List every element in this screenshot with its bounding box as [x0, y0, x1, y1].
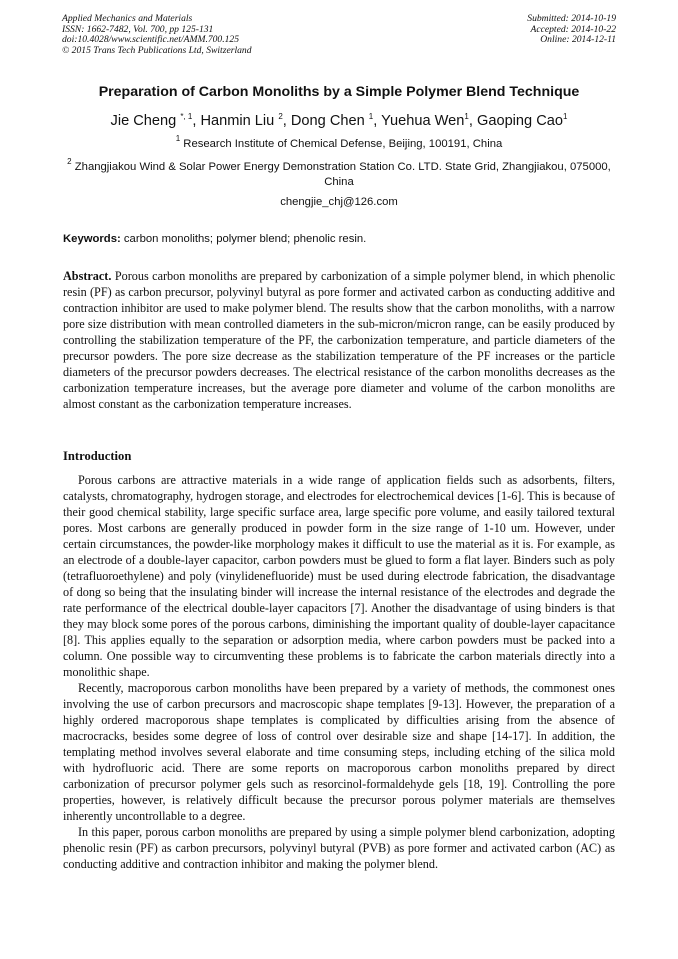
keywords — [63, 233, 615, 245]
intro-paragraph: In this paper, porous carbon monoliths are prepared by using a simple polymer blend carbonization, adopting phenolic resin (PF) as carbon precursors, polyvinyl butyral (PVB) as pore former and activated carbon (AC) as conducting additive and contraction inhibitor and making the polymer blend. — [63, 825, 615, 871]
submitted-date: Submitted: 2014-10-19 — [527, 13, 616, 24]
online-date: Online: 2014-12-11 — [540, 34, 616, 46]
journal-info — [62, 14, 252, 56]
author-affil-mark: 1 — [464, 112, 469, 121]
author-name: Hanmin Liu — [200, 113, 275, 129]
author-name: Yuehua Wen — [381, 113, 465, 129]
abstract-text: Porous carbon monoliths are prepared by carbonization of a simple polymer blend, in which phenolic resin (PF) as carbon precursor, polyvinyl butyral as pore former and activated carbon as conducting additive and contraction inhibitor are used to make polymer blend. The results show that the carbon monoliths, with a narrow pore size distribution with mean controlled diameters in the sub-micron/micron range, can be easily produced by controlling the stabilization temperature of the PF, the carbonization temperature, and particle diameters of the precursor powders. The pore size decrease as the stabilization temperature of the PF increases or the particle diameters of the precursor powders decreases. The electrical resistance of the carbon monoliths decreases as the carbonization temperature increases, but the average pore diameter and volume of the carbon monoliths are almost constant as the carbonization temperature increases. — [63, 269, 615, 411]
author-name: Dong Chen — [290, 113, 365, 129]
author-affil-mark: 1 — [563, 112, 568, 121]
affiliation-text: Zhangjiakou Wind & Solar Power Energy Demonstration Station Co. LTD. State Grid, Zhangjiakou, 075000, China — [74, 161, 611, 188]
author-name: Jie Cheng — [110, 113, 177, 129]
paper-title: Preparation of Carbon Monoliths by a Simple Polymer Blend Technique — [98, 84, 580, 100]
author-affil-mark: *, 1 — [180, 112, 193, 121]
journal-issn: ISSN: 1662-7482, Vol. 700, pp 125-131 — [62, 23, 214, 35]
author-affil-mark: 1 — [368, 112, 374, 121]
keywords-text: carbon monoliths; polymer blend; phenolic resin. — [123, 233, 367, 245]
publication-dates — [527, 14, 616, 46]
abstract — [63, 268, 615, 412]
introduction-body — [63, 472, 615, 872]
affiliation-mark: 2 — [67, 157, 72, 166]
author-affil-mark: 2 — [278, 112, 283, 121]
journal-copyright: © 2015 Trans Tech Publications Ltd, Switzerland — [62, 44, 252, 56]
intro-paragraph: Recently, macroporous carbon monoliths have been prepared by a variety of methods, the commonest ones involving the use of carbon precursors and macroscopic shape templates [9-13]. However, the preparation of a highly ordered macroporous shape templates is complicated by difficulties arising from the absence of macrocracks, besides some degree of loss of control over desirable size and shape [14-17]. In addition, the templating method involves several elaborate and time consuming steps, including etching of the silica mold with hydrofluoric acid. There are some reports on macroporous carbon monoliths prepared by direct carbonization of precursor polymer gels such as resorcinol-formaldehyde gels [18, 19]. Controlling the pore properties, however, is relatively difficult because the precursor porous polymer materials are themselves inherently uncontrollable to a degree. — [63, 681, 615, 823]
author-name: Gaoping Cao — [476, 113, 563, 129]
affiliation-text: Research Institute of Chemical Defense, Beijing, 100191, China — [183, 138, 503, 150]
affiliation-mark: 1 — [175, 134, 181, 143]
intro-paragraph: Porous carbons are attractive materials in a wide range of application fields such as adsorbents, filters, catalysts, chromatography, hydrogen storage, and electrodes for electrochemical devices [1-6]. This is because of their good chemical stability, large specific surface area, large specific pore volume, and easily tailored textural pores. Most carbons are generally produced in powder form in the size range of 1-10 um. However, under certain circumstances, the powder-like morphology makes it difficult to use the material as it is. For example, as an electrode of a double-layer capacitor, carbon powders must be glued to form a flat layer. Binders such as poly (tetrafluoroethylene) and poly (vinylidenefluoride) must be used during electrode fabrication, the disadvantage of dong so being that the insulating binder will increase the internal resistance of the electrodes and degrade the rate performance of the electrical double-layer capacitors [7]. Another the disadvantage of using binders is that they may block some pores of the porous carbons, diminishing the important quality of double-layer capacitance [8]. This applies equally to the separation or adsorption media, where carbon powders must be packed into a column. One possible way to circumventing these problems is to fabricate the carbon materials directly into a monolithic shape. — [63, 473, 615, 679]
journal-name: Applied Mechanics and Materials — [62, 13, 193, 24]
affiliation-1 — [60, 134, 618, 152]
accepted-date: Accepted: 2014-10-22 — [530, 23, 616, 35]
author-email: chengjie_chj@126.com — [280, 196, 398, 208]
introduction-heading: Introduction — [63, 449, 132, 463]
keywords-label: Keywords: — [63, 233, 121, 245]
abstract-label: Abstract. — [63, 269, 112, 283]
affiliation-2 — [60, 157, 618, 190]
author-list: Jie Cheng $^{*, 1}$, Hanmin Liu $^2$, Dong Chen $^1$, Yuehua Wen$^1$, Gaoping Cao$^1$ — [110, 112, 568, 129]
journal-doi: doi:10.4028/www.scientific.net/AMM.700.125 — [62, 34, 240, 46]
